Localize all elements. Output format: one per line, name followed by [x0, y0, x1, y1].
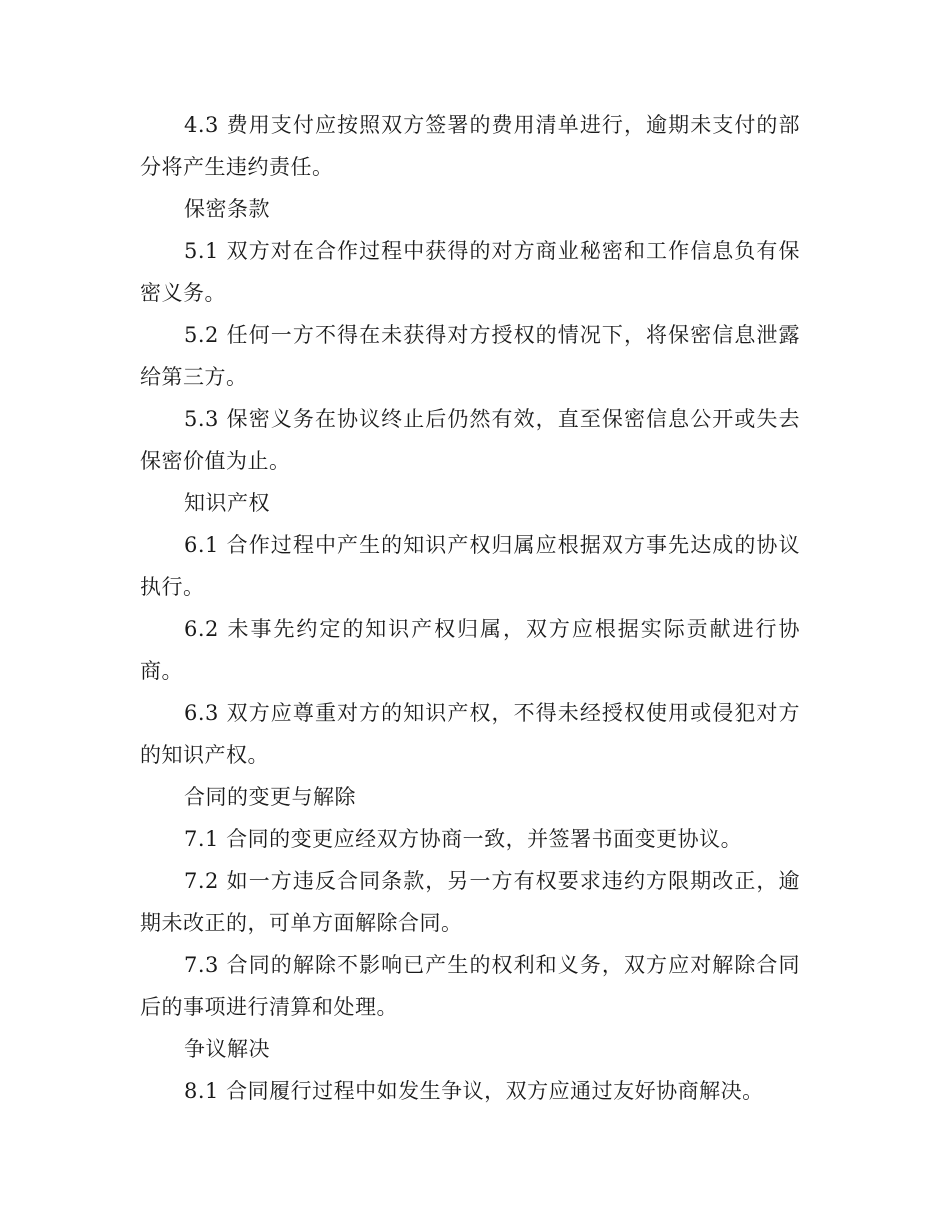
clause-5-1: 5.1 双方对在合作过程中获得的对方商业秘密和工作信息负有保密义务。 — [140, 239, 800, 305]
section-heading-dispute-resolution: 争议解决 — [184, 1037, 270, 1061]
document-body — [140, 104, 800, 1112]
section-heading-intellectual-property: 知识产权 — [184, 491, 270, 515]
clause-5-3: 5.3 保密义务在协议终止后仍然有效，直至保密信息公开或失去保密价值为止。 — [140, 407, 800, 473]
clause-5-2: 5.2 任何一方不得在未获得对方授权的情况下，将保密信息泄露给第三方。 — [140, 323, 800, 389]
clause-7-3: 7.3 合同的解除不影响已产生的权利和义务，双方应对解除合同后的事项进行清算和处理。 — [140, 953, 800, 1019]
clause-4-3: 4.3 费用支付应按照双方签署的费用清单进行，逾期未支付的部分将产生违约责任。 — [140, 113, 800, 179]
clause-6-2: 6.2 未事先约定的知识产权归属，双方应根据实际贡献进行协商。 — [140, 617, 800, 683]
clause-8-1: 8.1 合同履行过程中如发生争议，双方应通过友好协商解决。 — [184, 1079, 764, 1103]
section-heading-contract-change: 合同的变更与解除 — [184, 785, 356, 809]
clause-7-2: 7.2 如一方违反合同条款，另一方有权要求违约方限期改正，逾期未改正的，可单方面解除合同。 — [140, 869, 800, 935]
clause-6-3: 6.3 双方应尊重对方的知识产权，不得未经授权使用或侵犯对方的知识产权。 — [140, 701, 800, 767]
clause-6-1: 6.1 合作过程中产生的知识产权归属应根据双方事先达成的协议执行。 — [140, 533, 800, 599]
section-heading-confidentiality: 保密条款 — [184, 197, 270, 221]
clause-7-1: 7.1 合同的变更应经双方协商一致，并签署书面变更协议。 — [184, 827, 743, 851]
